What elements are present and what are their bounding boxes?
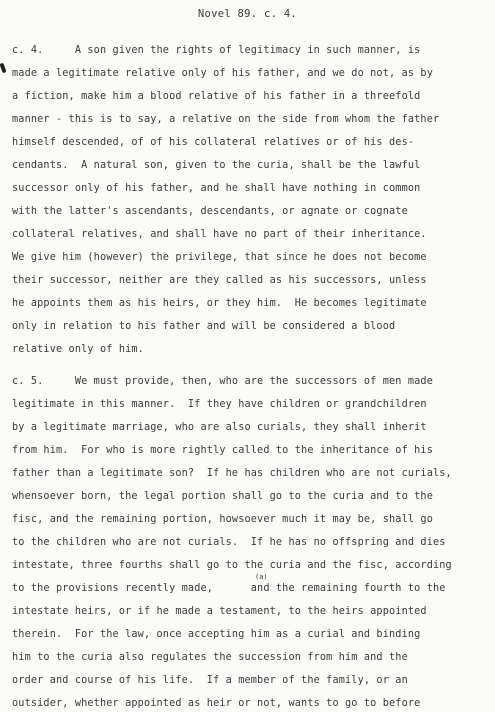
text-line: order and course of his life. If a member of the family, or an	[12, 675, 408, 686]
footnote-marker: (a)	[255, 573, 268, 581]
text-line: fisc, and the remaining portion, howsoever much it may be, shall go	[12, 514, 433, 525]
text-line: cendants. A natural son, given to the curia, shall be the lawful	[12, 160, 421, 171]
text-line: outsider, whether appointed as heir or not, wants to go to before	[12, 698, 421, 709]
page-header: Novel 89. c. 4.	[197, 8, 298, 20]
text-line: to the provisions recently made, and the remaining fourth to the	[12, 583, 446, 594]
text-line: made a legitimate relative only of his father, and we do not, as by	[12, 68, 433, 79]
text-line: collateral relatives, and shall have no part of their inheritance.	[12, 229, 427, 240]
text-line: himself descended, of of his collateral relatives or of his des-	[12, 137, 415, 148]
text-line: him to the curia also regulates the succession from him and the	[12, 652, 408, 663]
text-line: whensoever born, the legal portion shall go to the curia and to the	[12, 491, 433, 502]
text-line: intestate heirs, or if he made a testament, to the heirs appointed	[12, 606, 427, 617]
text-line: by a legitimate marriage, who are also curials, they shall inherit	[12, 422, 427, 433]
text-line: We give him (however) the privilege, that since he does not become	[12, 252, 427, 263]
text-line: their successor, neither are they called as his successors, unless	[12, 275, 427, 286]
text-line: c. 4. A son given the rights of legitimacy in such manner, is	[12, 45, 421, 56]
text-line: with the latter's ascendants, descendants, or agnate or cognate	[12, 206, 408, 217]
text-line: manner - this is to say, a relative on the side from whom the father	[12, 114, 440, 125]
text-line: he appoints them as his heirs, or they him. He becomes legitimate	[12, 298, 427, 309]
text-line: therein. For the law, once accepting him as a curial and binding	[12, 629, 421, 640]
text-line: father than a legitimate son? If he has children who are not curials,	[12, 468, 452, 479]
text-line: from him. For who is more rightly called to the inheritance of his	[12, 445, 433, 456]
text-line: a fiction, make him a blood relative of his father in a threefold	[12, 91, 421, 102]
text-line: to the children who are not curials. If he has no offspring and dies	[12, 537, 446, 548]
text-line: intestate, three fourths shall go to the curia and the fisc, according	[12, 560, 452, 571]
text-line: c. 5. We must provide, then, who are the successors of men made	[12, 376, 433, 387]
text-line: successor only of his father, and he shall have nothing in common	[12, 183, 421, 194]
margin-ink-mark	[0, 63, 7, 74]
text-line: relative only of him.	[12, 344, 144, 355]
text-line: only in relation to his father and will be considered a blood	[12, 321, 396, 332]
text-line: legitimate in this manner. If they have children or grandchildren	[12, 399, 427, 410]
